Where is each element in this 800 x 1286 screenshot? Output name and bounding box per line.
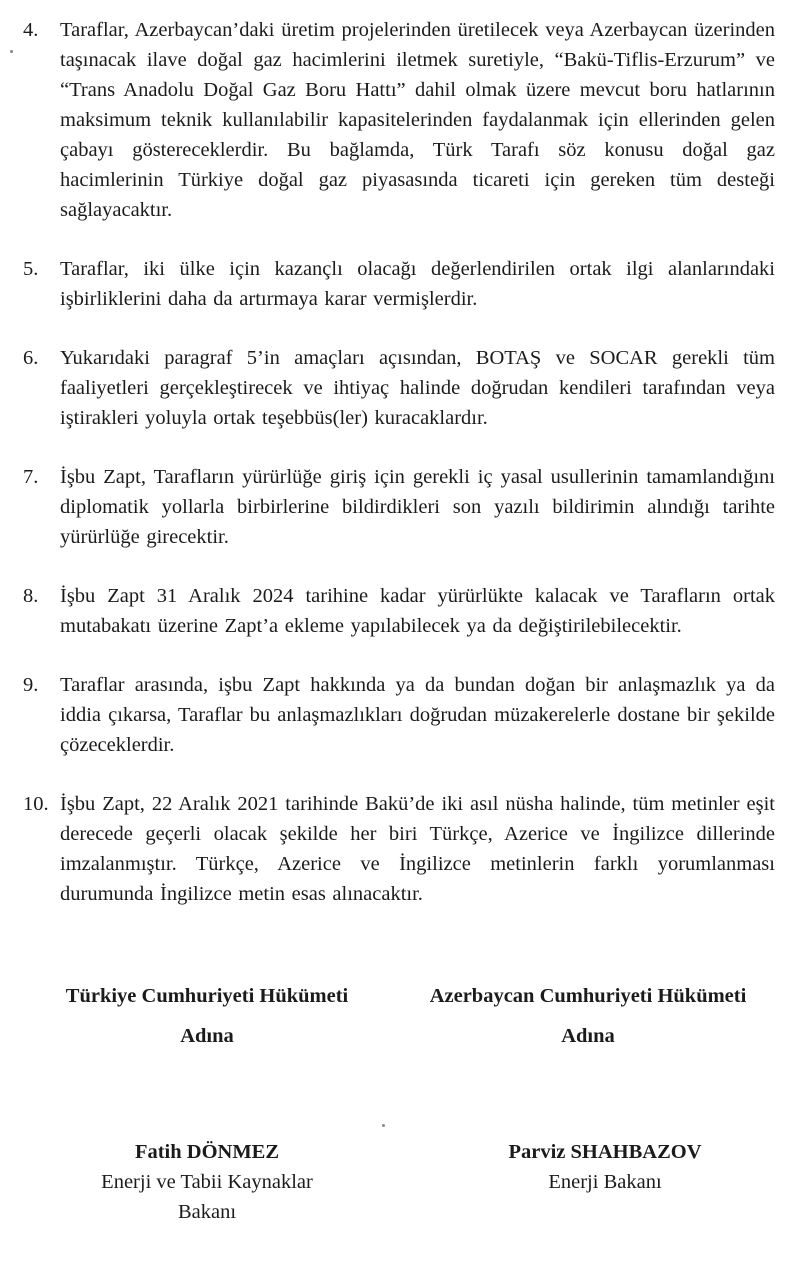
signatory-name-title-block (455, 1137, 755, 1197)
government-name: Türkiye Cumhuriyeti Hükümeti (65, 985, 349, 1007)
list-item (23, 15, 775, 225)
government-name: Azerbaycan Cumhuriyeti Hükümeti (429, 985, 747, 1007)
item-number: 7. (23, 466, 39, 488)
signature-header-turkiye (23, 981, 391, 1051)
item-number: 5. (23, 258, 39, 280)
list-item (23, 254, 775, 314)
scan-speck (382, 1124, 385, 1127)
list-item (23, 789, 775, 909)
signatory-title: Bakanı (177, 1201, 237, 1223)
scan-speck (10, 50, 13, 53)
item-number: 4. (23, 19, 39, 41)
signatory-name: Parviz SHAHBAZOV (508, 1141, 702, 1163)
signatory-azerbaycan (421, 1137, 755, 1227)
signatory-turkiye (23, 1137, 391, 1227)
item-number: 9. (23, 674, 39, 696)
item-text: İşbu Zapt, 22 Aralık 2021 tarihinde Bakü’de iki asıl nüsha halinde, tüm metinler eşit derecede geçerli olacak şekilde her biri Türkçe, Azerice ve İngilizce dillerinde imzalanmıştır. Türkçe, Azerice ve İngilizce metinlerin farklı yorumlanması durumunda İngilizce metin esas alınacaktır. (60, 793, 775, 905)
item-text: Taraflar, iki ülke için kazançlı olacağı değerlendirilen ortak ilgi alanlarındaki işbirliklerini daha da artırmaya karar vermişlerdir. (60, 258, 775, 310)
signature-section (23, 981, 775, 1227)
signature-names-row (23, 1137, 775, 1227)
signature-header-azerbaycan (421, 981, 755, 1051)
signatory-name: Fatih DÖNMEZ (134, 1141, 280, 1163)
list-item (23, 462, 775, 552)
list-item (23, 343, 775, 433)
signatory-title: Enerji ve Tabii Kaynaklar (101, 1171, 313, 1193)
list-item (23, 581, 775, 641)
item-text: Taraflar, Azerbaycan’daki üretim projelerinden üretilecek veya Azerbaycan üzerinden taşınacak ilave doğal gaz hacimlerini iletmek suretiyle, “Bakü-Tiflis-Erzurum” ve “Trans Anadolu Doğal Gaz Boru Hattı” dahil olmak üzere mevcut boru hatlarının maksimum teknik kullanılabilir kapasitelerinden faydalanmak için ellerinden gelen çabayı göstereceklerdir. Bu bağlamda, Türk Tarafı söz konusu doğal gaz hacimlerinin Türkiye doğal gaz piyasasında ticareti için gereken tüm desteği sağlayacaktır. (60, 19, 775, 221)
signatory-title: Enerji Bakanı (548, 1171, 662, 1193)
list-item (23, 670, 775, 760)
item-text: İşbu Zapt, Tarafların yürürlüğe giriş için gerekli iç yasal usullerinin tamamlandığını diplomatik yollarla birbirlerine bildirdikleri son yazılı bildirimin alındığı tarihte yürürlüğe girecektir. (60, 466, 775, 548)
item-text: Taraflar arasında, işbu Zapt hakkında ya da bundan doğan bir anlaşmazlık ya da iddia çıkarsa, Taraflar bu anlaşmazlıkları doğrudan müzakerelerle dostane bir şekilde çözeceklerdir. (60, 674, 775, 756)
item-text: Yukarıdaki paragraf 5’in amaçları açısından, BOTAŞ ve SOCAR gerekli tüm faaliyetleri gerçekleştirecek ve ihtiyaç halinde doğrudan kendileri tarafından veya iştirakleri yoluyla ortak teşebbüs(ler) kuracaklardır. (60, 347, 775, 429)
on-behalf-label: Adına (561, 1025, 615, 1047)
item-text: İşbu Zapt 31 Aralık 2024 tarihine kadar yürürlükte kalacak ve Tarafların ortak mutabakatı üzerine Zapt’a ekleme yapılabilecek ya da değiştirilebilecektir. (60, 585, 775, 637)
numbered-paragraph-list (23, 15, 775, 909)
signature-header-row (23, 981, 775, 1051)
on-behalf-label: Adına (180, 1025, 234, 1047)
item-number: 10. (23, 793, 49, 815)
item-number: 8. (23, 585, 39, 607)
item-number: 6. (23, 347, 39, 369)
